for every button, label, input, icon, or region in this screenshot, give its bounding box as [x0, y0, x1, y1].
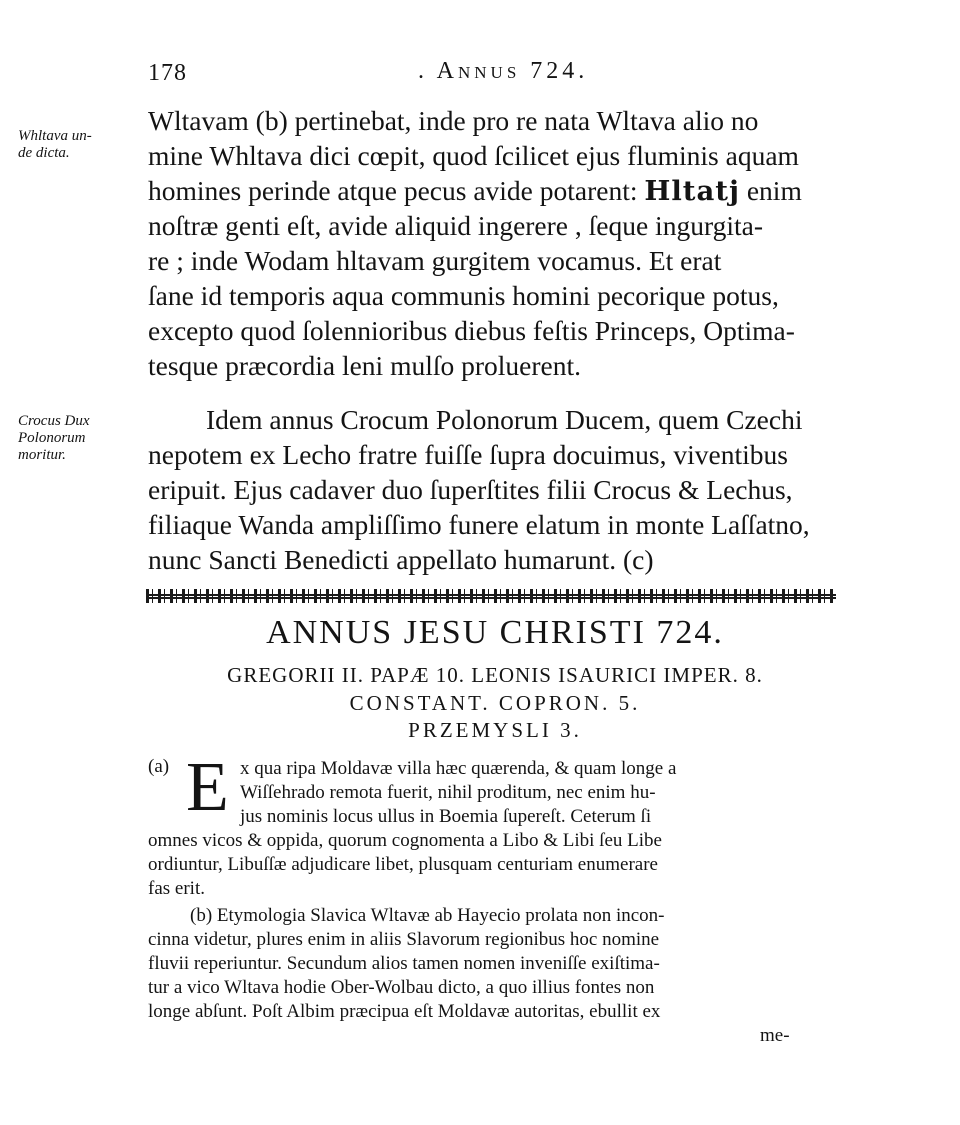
footnote-line: fluvii reperiuntur. Secundum alios tamen nomen inveniſſe exiſtima-: [148, 953, 660, 974]
footnote-line: longe abſunt. Poſt Albim præcipua eſt Moldavæ autoritas, ebullit ex: [148, 1001, 661, 1022]
running-head: . Annus 724.: [418, 58, 589, 84]
body-text: enim: [739, 175, 802, 206]
regnal-line: PRZEMYSLI 3.: [408, 718, 582, 742]
body-line: excepto quod ſolennioribus diebus feſtis Princeps, Optima-: [148, 315, 795, 346]
body-line: re ; inde Wodam hltavam gurgitem vocamus. Et erat: [148, 245, 722, 276]
margin-note-line: moritur.: [18, 447, 66, 463]
catchword: me-: [760, 1025, 790, 1046]
footnote-line: ordiuntur, Libuſſæ adjudicare libet, plusquam centuriam enumerare: [148, 854, 658, 875]
footnote-line: jus nominis locus ullus in Boemia ſupereſt. Ceterum ſi: [240, 806, 652, 827]
body-line: Idem annus Crocum Polonorum Ducem, quem Czechi: [206, 404, 803, 435]
footnote-line: cinna videtur, plures enim in aliis Slavorum regionibus hoc nomine: [148, 929, 660, 950]
body-text: homines perinde atque pecus avide potarent:: [148, 175, 645, 206]
footnote-line: omnes vicos & oppida, quorum cognomenta a Libo & Libi ſeu Libe: [148, 830, 662, 851]
footnote-line: tur a vico Wltava hodie Ober-Wolbau dicto, a quo illius fontes non: [148, 977, 655, 998]
body-line: Wltavam (b) pertinebat, inde pro re nata Wltava alio no: [148, 105, 759, 136]
margin-note-whltava: [18, 128, 92, 162]
body-line: noſtræ genti eſt, avide aliquid ingerere , ſeque ingurgita-: [148, 210, 764, 241]
regnal-line: CONSTANT. COPRON. 5.: [349, 691, 641, 715]
year-heading: ANNUS JESU CHRISTI 724.: [266, 614, 724, 651]
body-line: tesque præcordia leni mulſo proluerent.: [148, 350, 582, 381]
drop-capital: E: [186, 749, 229, 826]
margin-note-crocus: [18, 413, 90, 464]
regnal-line: GREGORII II. PAPÆ 10. LEONIS ISAURICI IMPER. 8.: [227, 663, 763, 687]
margin-note-line: de dicta.: [18, 145, 70, 161]
page-number: 178: [148, 60, 187, 86]
footnote-line: Wiſſehrado remota fuerit, nihil proditum, nec enim hu-: [240, 782, 656, 803]
footnote-marker: (a): [148, 756, 170, 777]
body-line: nunc Sancti Benedicti appellato humarunt. (c): [148, 544, 654, 575]
footnote-line: x qua ripa Moldavæ villa hæc quærenda, & quam longe a: [240, 758, 677, 779]
gothic-word: Hltatj: [644, 175, 740, 207]
margin-note-line: Polonorum: [18, 430, 86, 446]
body-line: ſane id temporis aqua communis homini pecorique potus,: [148, 280, 779, 311]
body-line: [148, 174, 802, 208]
body-line: nepotem ex Lecho fratre fuiſſe ſupra docuimus, viventibus: [148, 439, 788, 470]
footnote-line: fas erit.: [148, 878, 205, 899]
body-line: eripuit. Ejus cadaver duo ſuperſtites filii Crocus & Lechus,: [148, 474, 793, 505]
body-line: mine Whltava dici cœpit, quod ſcilicet ejus fluminis aquam: [148, 140, 799, 171]
footnote-line: (b) Etymologia Slavica Wltavæ ab Hayecio prolata non incon-: [190, 905, 665, 926]
body-line: filiaque Wanda ampliſſimo funere elatum in monte Laſſatno,: [148, 509, 810, 540]
ornamental-rule: [146, 588, 836, 603]
margin-note-line: Whltava un-: [18, 128, 92, 144]
margin-note-line: Crocus Dux: [18, 413, 90, 429]
